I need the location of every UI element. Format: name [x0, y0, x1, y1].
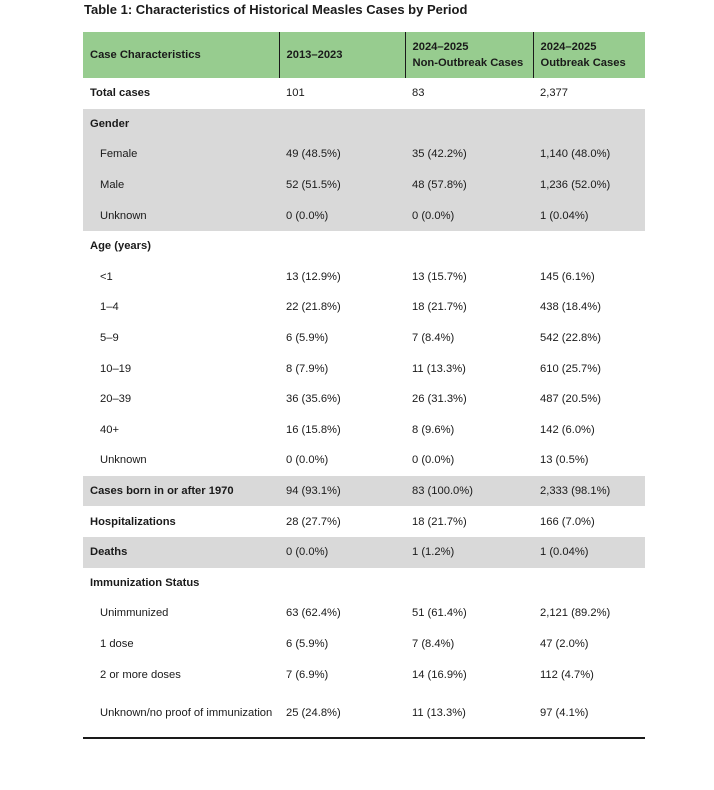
- cell-outbreak: 2,377: [540, 87, 568, 100]
- row-label: Unknown: [83, 200, 279, 231]
- row-age-1-4: [83, 292, 645, 323]
- cell-non-outbreak: [405, 109, 533, 140]
- cell-non-outbreak: [405, 231, 533, 262]
- row-label: 2 or more doses: [100, 668, 181, 681]
- cell-2013-2023: 28 (27.7%): [286, 515, 341, 528]
- row-label: Total cases: [90, 87, 151, 100]
- row-label: Age (years): [90, 240, 151, 253]
- row-label: 5–9: [100, 332, 119, 345]
- row-label: <1: [100, 270, 113, 283]
- row-gender-female: [83, 139, 645, 170]
- cell-outbreak: 112 (4.7%): [540, 668, 594, 681]
- row-unknown-immunization: [83, 690, 645, 738]
- row-deaths: [83, 537, 645, 568]
- row-label: Deaths: [83, 537, 279, 568]
- row-label: 20–39: [100, 393, 132, 406]
- table-title: Table 1: Characteristics of Historical Measles Cases by Period: [84, 2, 468, 17]
- row-one-dose: [83, 629, 645, 660]
- cell-non-outbreak: 14 (16.9%): [412, 668, 467, 681]
- cell-2013-2023: 16 (15.8%): [286, 423, 341, 436]
- cell-2013-2023: 0 (0.0%): [279, 537, 405, 568]
- row-label: Hospitalizations: [90, 515, 176, 528]
- header-2013-2023: 2013–2023: [279, 32, 405, 78]
- row-age-20-39: [83, 384, 645, 415]
- row-immunization-heading: [83, 568, 645, 599]
- cell-2013-2023: 7 (6.9%): [286, 668, 329, 681]
- row-gender-heading: [83, 109, 645, 140]
- cell-non-outbreak: 18 (21.7%): [412, 301, 467, 314]
- row-age-5-9: [83, 323, 645, 354]
- cell-non-outbreak: 18 (21.7%): [412, 515, 467, 528]
- row-label: Gender: [83, 109, 279, 140]
- cell-outbreak: 1 (0.04%): [533, 200, 645, 231]
- row-age-40-plus: [83, 415, 645, 446]
- cell-outbreak: 438 (18.4%): [540, 301, 601, 314]
- cell-non-outbreak: 7 (8.4%): [412, 637, 455, 650]
- row-age-10-19: [83, 353, 645, 384]
- row-age-under-1: [83, 262, 645, 293]
- cell-2013-2023: 6 (5.9%): [286, 637, 329, 650]
- row-label: 10–19: [100, 362, 132, 375]
- cell-non-outbreak: 51 (61.4%): [412, 607, 467, 620]
- cell-non-outbreak: 1 (1.2%): [405, 537, 533, 568]
- row-age-heading: [83, 231, 645, 262]
- row-label: Unknown/no proof of immunization: [83, 690, 279, 738]
- cell-outbreak: [533, 231, 645, 262]
- cell-2013-2023: [279, 109, 405, 140]
- cell-outbreak: [533, 568, 645, 599]
- row-label: Female: [83, 139, 279, 170]
- cell-2013-2023: 101: [286, 87, 305, 100]
- cell-2013-2023: 8 (7.9%): [286, 362, 329, 375]
- cell-outbreak: 1,140 (48.0%): [533, 139, 645, 170]
- row-label: 1–4: [100, 301, 119, 314]
- cell-2013-2023: 63 (62.4%): [286, 607, 341, 620]
- cell-outbreak: 610 (25.7%): [540, 362, 601, 375]
- cell-non-outbreak: 13 (15.7%): [412, 270, 467, 283]
- cell-non-outbreak: [405, 568, 533, 599]
- cell-non-outbreak: 8 (9.6%): [412, 423, 455, 436]
- row-label: Male: [83, 170, 279, 201]
- cell-outbreak: 1,236 (52.0%): [533, 170, 645, 201]
- cell-2013-2023: 0 (0.0%): [279, 200, 405, 231]
- cell-2013-2023: 22 (21.8%): [286, 301, 341, 314]
- row-total-cases: [83, 78, 645, 109]
- cell-2013-2023: 25 (24.8%): [279, 690, 405, 738]
- cell-outbreak: 166 (7.0%): [540, 515, 595, 528]
- row-label: Cases born in or after 1970: [83, 476, 279, 507]
- row-label: 40+: [100, 423, 119, 436]
- measles-characteristics-table: [83, 32, 645, 739]
- cell-outbreak: 13 (0.5%): [540, 454, 589, 467]
- row-two-plus-doses: [83, 659, 645, 690]
- row-label: Unknown: [100, 454, 147, 467]
- row-gender-unknown: [83, 200, 645, 231]
- header-case-characteristics: Case Characteristics: [83, 32, 279, 78]
- row-label: Unimmunized: [100, 607, 169, 620]
- table-header-row: [83, 32, 645, 78]
- header-2024-2025-non-outbreak: 2024–2025 Non-Outbreak Cases: [405, 32, 533, 78]
- cell-2013-2023: 52 (51.5%): [279, 170, 405, 201]
- cell-2013-2023: 49 (48.5%): [279, 139, 405, 170]
- cell-non-outbreak: 0 (0.0%): [412, 454, 455, 467]
- cell-non-outbreak: 11 (13.3%): [412, 362, 466, 375]
- cell-non-outbreak: 26 (31.3%): [412, 393, 467, 406]
- cell-outbreak: 142 (6.0%): [540, 423, 595, 436]
- cell-outbreak: 2,333 (98.1%): [533, 476, 645, 507]
- cell-outbreak: 145 (6.1%): [540, 270, 595, 283]
- cell-non-outbreak: 83: [412, 87, 425, 100]
- cell-2013-2023: [279, 568, 405, 599]
- cell-non-outbreak: 35 (42.2%): [405, 139, 533, 170]
- cell-outbreak: 47 (2.0%): [540, 637, 589, 650]
- row-unimmunized: [83, 598, 645, 629]
- row-age-unknown: [83, 445, 645, 476]
- cell-outbreak: 487 (20.5%): [540, 393, 601, 406]
- header-2024-2025-outbreak: 2024–2025 Outbreak Cases: [533, 32, 645, 78]
- cell-2013-2023: 13 (12.9%): [286, 270, 341, 283]
- cell-2013-2023: 36 (35.6%): [286, 393, 341, 406]
- cell-outbreak: 1 (0.04%): [533, 537, 645, 568]
- cell-2013-2023: 94 (93.1%): [279, 476, 405, 507]
- row-born-after-1970: [83, 476, 645, 507]
- row-label: Immunization Status: [90, 576, 200, 589]
- row-label: 1 dose: [100, 637, 134, 650]
- cell-non-outbreak: 83 (100.0%): [405, 476, 533, 507]
- row-gender-male: [83, 170, 645, 201]
- cell-outbreak: 542 (22.8%): [540, 332, 601, 345]
- row-hospitalizations: [83, 506, 645, 537]
- cell-non-outbreak: 7 (8.4%): [412, 332, 455, 345]
- cell-outbreak: 97 (4.1%): [533, 690, 645, 738]
- cell-2013-2023: 6 (5.9%): [286, 332, 329, 345]
- cell-non-outbreak: 0 (0.0%): [405, 200, 533, 231]
- cell-2013-2023: [279, 231, 405, 262]
- cell-non-outbreak: 11 (13.3%): [405, 690, 533, 738]
- cell-2013-2023: 0 (0.0%): [286, 454, 329, 467]
- cell-outbreak: 2,121 (89.2%): [540, 607, 611, 620]
- cell-outbreak: [533, 109, 645, 140]
- cell-non-outbreak: 48 (57.8%): [405, 170, 533, 201]
